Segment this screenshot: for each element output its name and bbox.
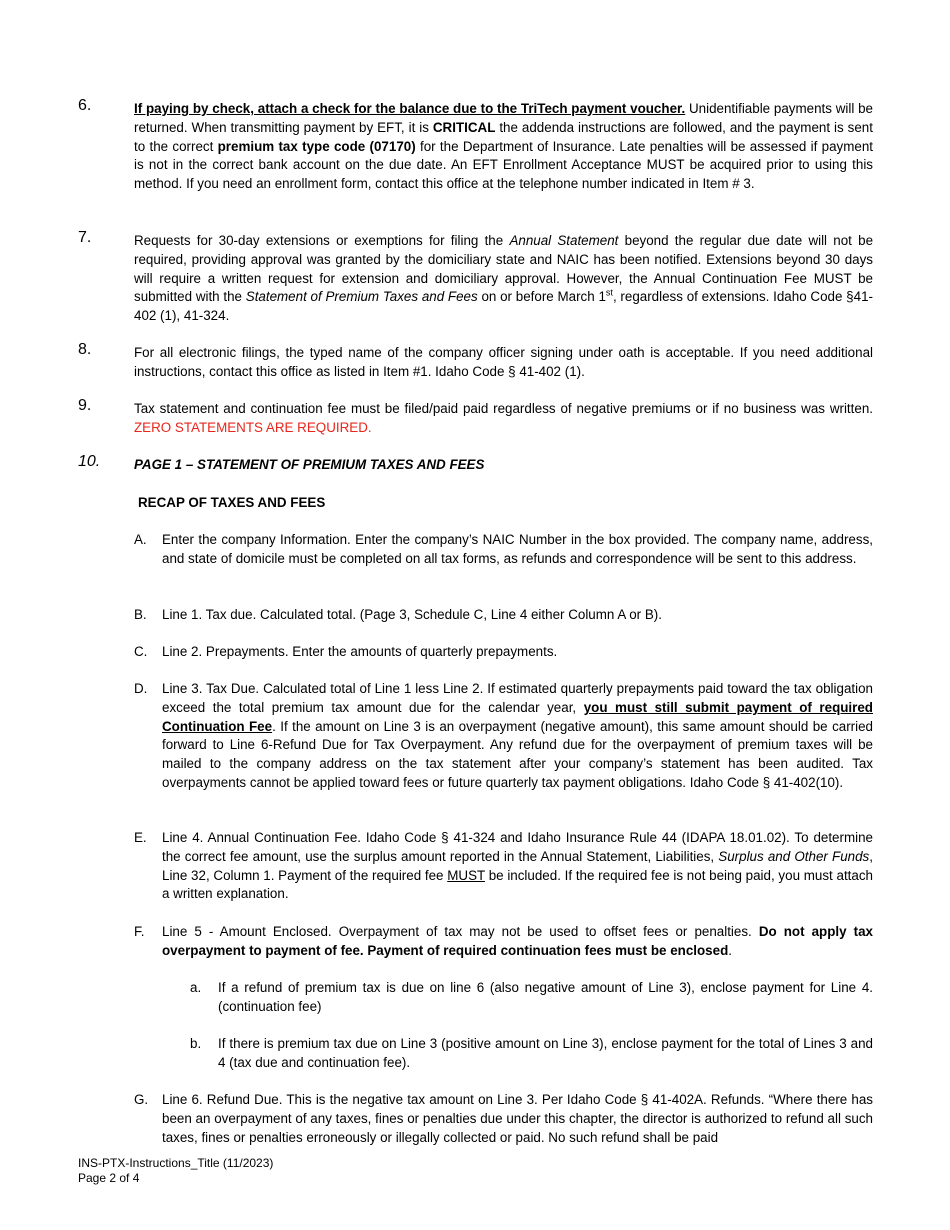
page-footer [78, 1156, 273, 1186]
subitem-letter: a. [190, 980, 202, 995]
section-heading: PAGE 1 – STATEMENT OF PREMIUM TAXES AND FEES [134, 457, 485, 472]
item-body: If paying by check, attach a check for the balance due to the TriTech payment voucher. Unidentifiable payments will be returned. When transmitting payment by EFT, it is CRITICAL the addenda instructions are followed, and the payment is sent to the correct premium tax type code (07170) for the Department of Insurance. Late penalties will be assessed if payment is not in the correct bank account on the due date. An EFT Enrollment Acceptance MUST be acquired prior to using this method. If you need an enrollment form, contact this office at the telephone number indicated in Item # 3. [134, 101, 873, 192]
subitem-f: F. Line 5 - Amount Enclosed. Overpayment of tax may not be used to offset fees or penalties. Do not apply tax overpayment to payment of fee. Payment of required continuation fees must be enclosed. [134, 924, 873, 958]
item-6 [78, 97, 873, 194]
subitem-letter: b. [190, 1036, 202, 1051]
subitem-letter: A. [134, 532, 147, 547]
form-id: INS-PTX-Instructions_Title (11/2023) [78, 1156, 274, 1170]
item-number: 8. [78, 341, 92, 358]
item-body: For all electronic filings, the typed name of the company officer signing under oath is acceptable. If you need additional instructions, contact this office as listed in Item #1. Idaho Code § 41-402 (1). [134, 345, 873, 379]
subitem-b: B. Line 1. Tax due. Calculated total. (Page 3, Schedule C, Line 4 either Column A or B). [134, 606, 873, 625]
subitem-e: E. Line 4. Annual Continuation Fee. Idaho Code § 41-324 and Idaho Insurance Rule 44 (IDAPA 18.01.02). To determine the correct fee amount, use the surplus amount reported in the Annual Statement, Liabilities, Surplus and Other Funds, Line 32, Column 1. Payment of the required fee MUST be included. If the required fee is not being paid, you must attach a written explanation. [134, 830, 873, 902]
subitem-c: C. Line 2. Prepayments. Enter the amounts of quarterly prepayments. [134, 643, 873, 662]
subitem-letter: D. [134, 681, 148, 696]
subitem-letter: E. [134, 830, 147, 845]
item-number: 9. [78, 397, 92, 414]
item-number: 10. [78, 453, 101, 470]
subitem-g: G. Line 6. Refund Due. This is the negative tax amount on Line 3. Per Idaho Code § 41-402A. Refunds. “Where there has been an overpayment of any taxes, fines or penalties due under this chapter, the director is authorized to refund all such taxes, fines or penalties erroneously or illegally collected or paid. No such refund shall be paid [134, 1092, 873, 1145]
recap-heading: RECAP OF TAXES AND FEES [138, 495, 326, 510]
item-body: Requests for 30-day extensions or exemptions for filing the Annual Statement beyond the regular due date will not be required, providing approval was granted by the domiciliary state and NAIC has been notified. Extensions beyond 30 days will require a written request for extension and domiciliary approval. However, the Annual Continuation Fee MUST be submitted with the Statement of Premium Taxes and Fees on or before March 1st, regardless of extensions. Idaho Code §41-402 (1), 41-324. [134, 233, 874, 324]
page-number: Page 2 of 4 [78, 1171, 140, 1185]
subitem-letter: C. [134, 644, 148, 659]
subitem-f-b: b. If there is premium tax due on Line 3 (positive amount on Line 3), enclose payment for the total of Lines 3 and 4 (tax due and continuation fee). [190, 1036, 873, 1070]
item-8 [78, 341, 873, 382]
subitem-a: A. Enter the company Information. Enter the company’s NAIC Number in the box provided. The company name, address, and state of domicile must be completed on all tax forms, as refunds and correspondence will be sent to this address. [134, 532, 873, 566]
zero-statements-notice: ZERO STATEMENTS ARE REQUIRED. [134, 419, 372, 435]
item-number: 7. [78, 229, 92, 246]
subitem-letter: G. [134, 1092, 149, 1107]
item-body: Tax statement and continuation fee must be filed/paid paid regardless of negative premiums or if no business was written. ZERO STATEMENTS ARE REQUIRED. [134, 401, 873, 435]
subitem-d: D. Line 3. Tax Due. Calculated total of Line 1 less Line 2. If estimated quarterly prepayments paid toward the tax obligation exceed the total premium tax amount due for the calendar year, you must still submit payment of required Continuation Fee. If the amount on Line 3 is an overpayment (negative amount), this same amount should be carried forward to Line 6-Refund Due for Tax Overpayment. Any refund due for the overpayment of premium taxes will be mailed to the company address on the tax statement after your company’s statement has been audited. Tax overpayments cannot be applied toward fees or future quarterly tax payment obligations. Idaho Code § 41-402(10). [134, 681, 873, 790]
item-number: 6. [78, 97, 92, 114]
item-9 [78, 397, 873, 438]
subitem-letter: B. [134, 607, 147, 622]
subitem-letter: F. [134, 924, 145, 939]
subitem-f-a: a. If a refund of premium tax is due on line 6 (also negative amount of Line 3), enclose payment for Line 4. (continuation fee) [190, 980, 873, 1014]
item-7 [78, 229, 874, 326]
